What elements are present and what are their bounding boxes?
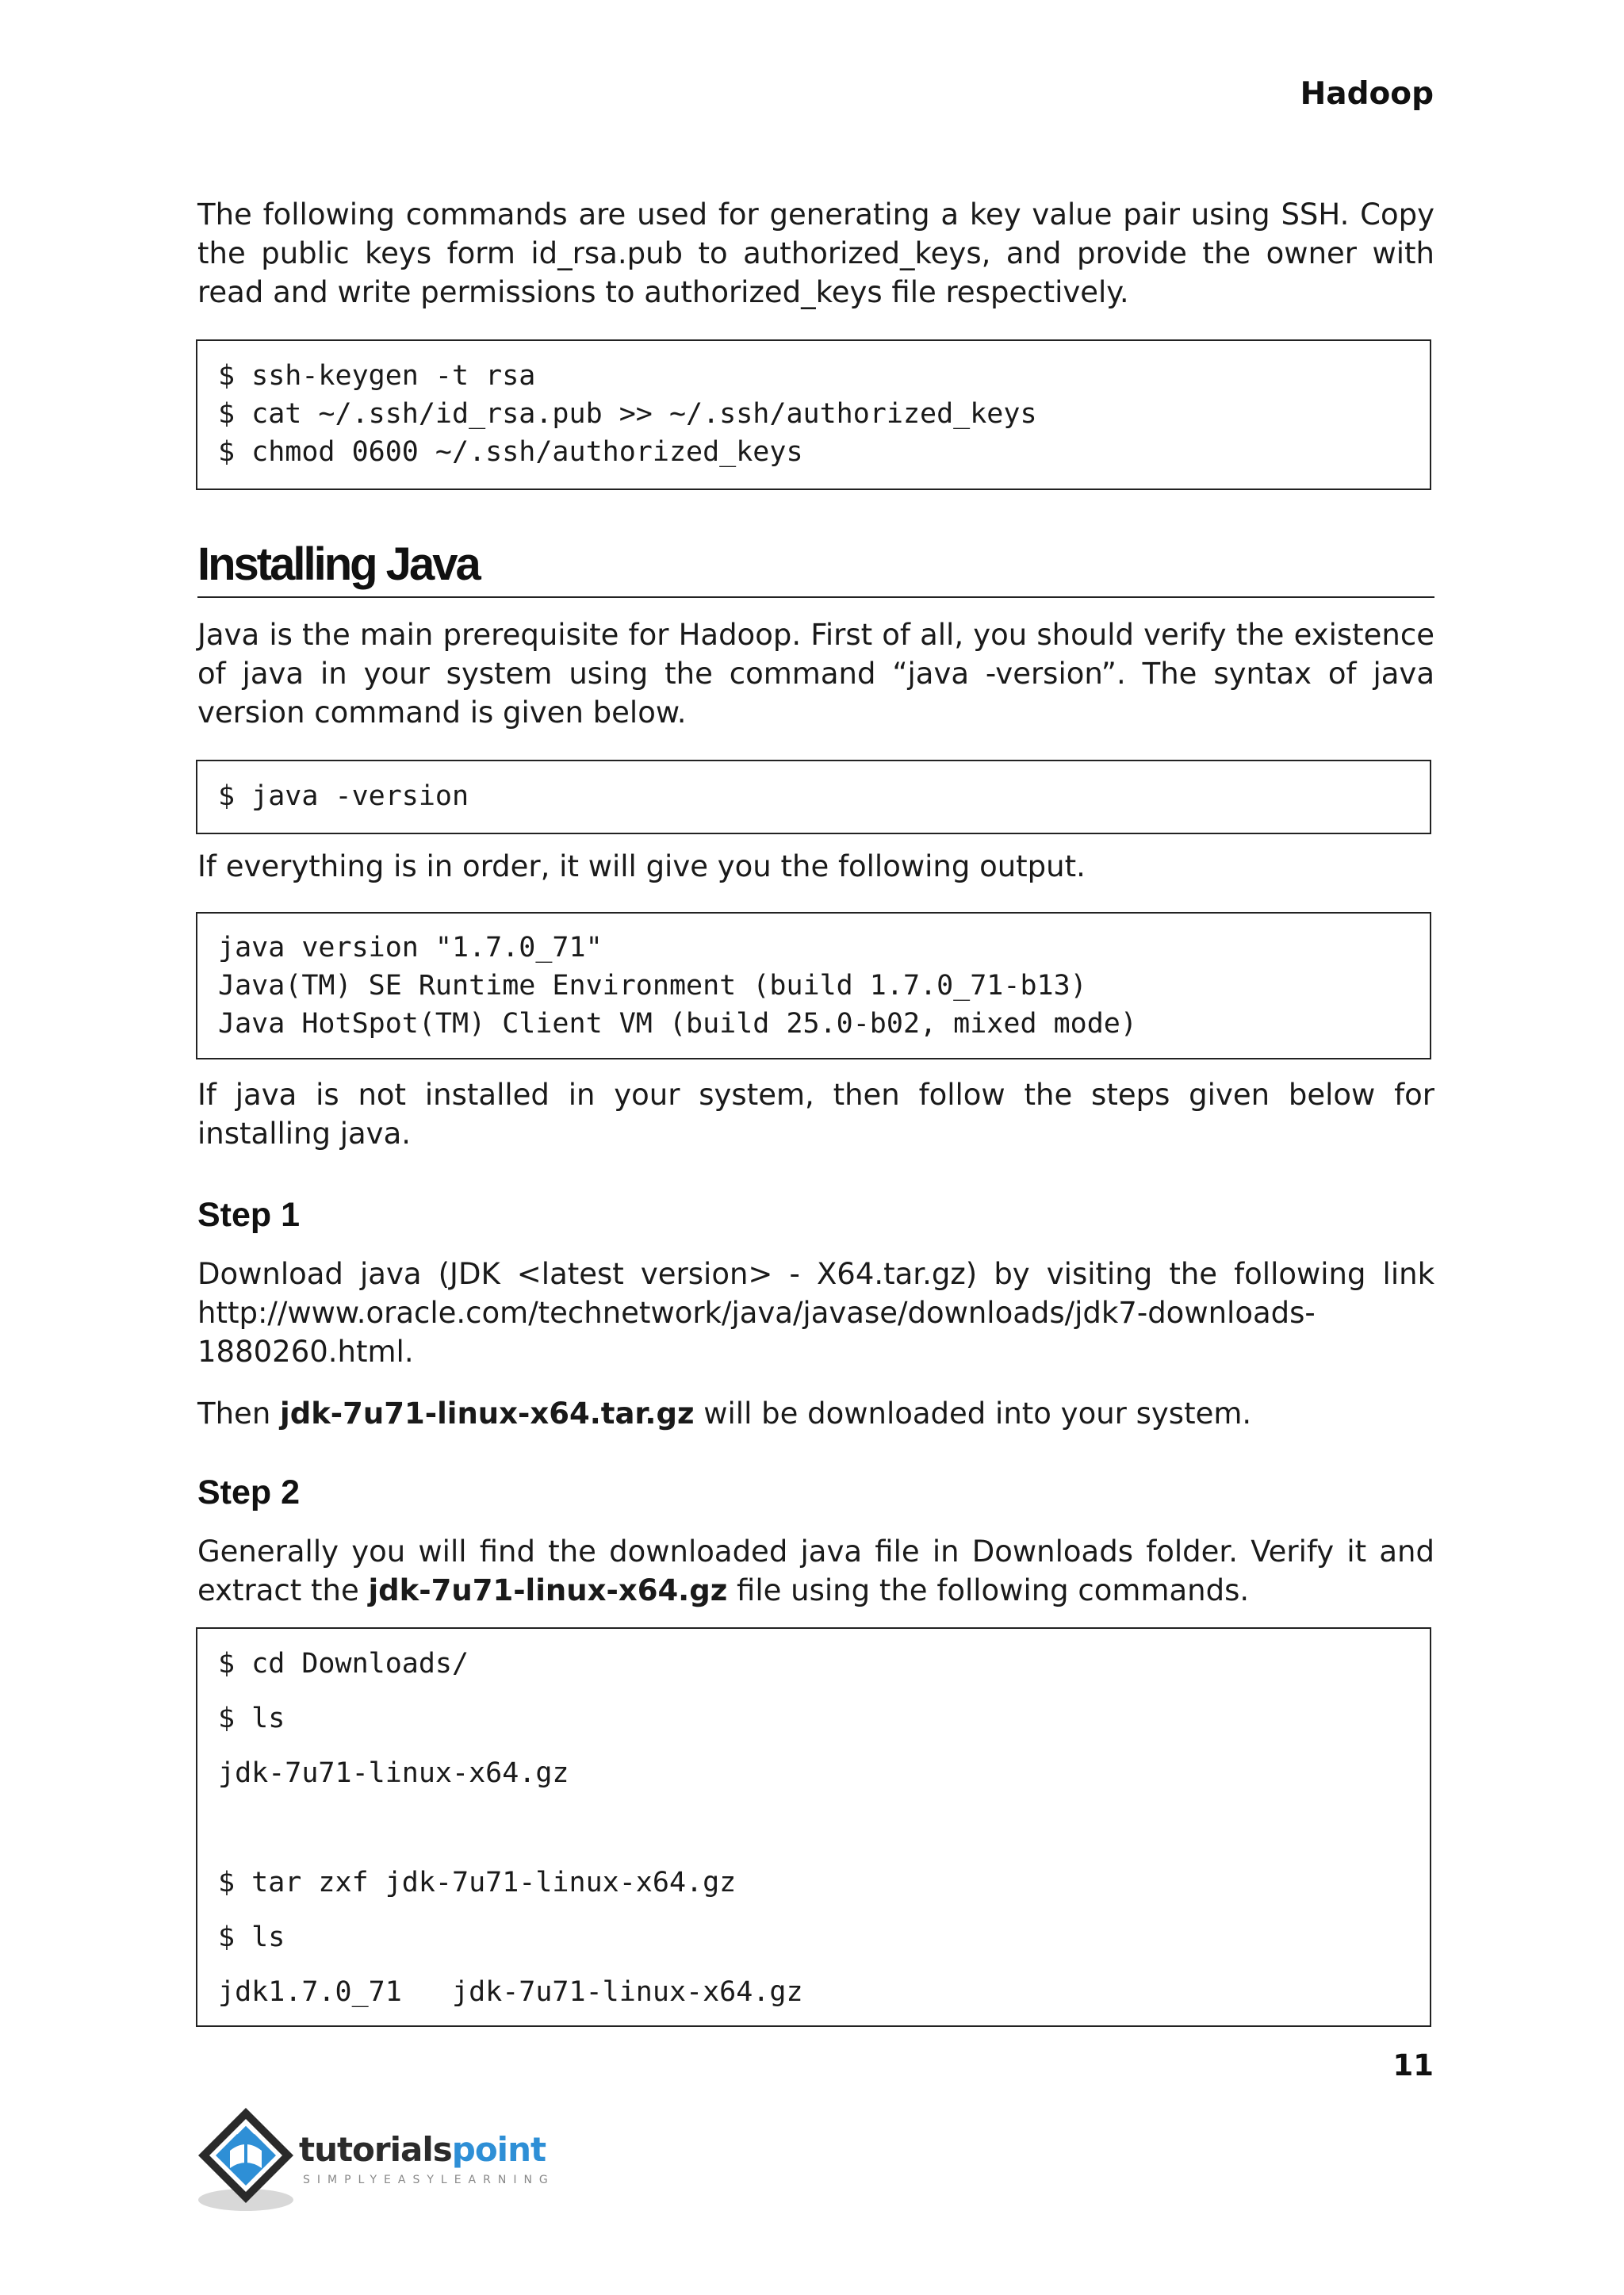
step-1-heading: Step 1 xyxy=(197,1196,301,1234)
logo-word-2: point xyxy=(451,2130,546,2169)
running-header: Hadoop xyxy=(1300,76,1434,112)
step-1-filename: jdk-7u71-linux-x64.tar.gz xyxy=(280,1397,695,1431)
code-line: $ cat ~/.ssh/id_rsa.pub >> ~/.ssh/authorized_keys xyxy=(218,398,1037,430)
heading-rule xyxy=(197,596,1434,598)
step-1-block xyxy=(197,1255,1434,1371)
output-intro-block xyxy=(197,847,1434,886)
output-intro-paragraph: If everything is in order, it will give you the following output. xyxy=(197,849,1086,883)
step-1-result-paragraph xyxy=(197,1394,1434,1433)
extract-code-block xyxy=(196,1627,1431,2027)
intro-paragraph: The following commands are used for generating a key value pair using SSH. Copy the public keys form id_rsa.pub to authorized_keys, and provide the owner with read and write permissions to authorized_keys file respectively. xyxy=(197,197,1434,309)
step-2-prefix: Generally you will find the downloaded java file in Downloads folder. Verify it and extract the xyxy=(197,1534,1434,1607)
code-line: java version "1.7.0_71" xyxy=(218,932,603,964)
java-intro-block xyxy=(197,615,1434,732)
step-1-result-prefix: Then xyxy=(197,1397,281,1431)
ssh-code-block xyxy=(196,339,1431,490)
tutorialspoint-logo xyxy=(193,2102,566,2220)
java-output-code-block xyxy=(196,912,1431,1059)
code-line xyxy=(218,1801,1430,1856)
step-1-result-suffix: will be downloaded into your system. xyxy=(694,1397,1252,1431)
code-line: jdk1.7.0_71 jdk-7u71-linux-x64.gz xyxy=(218,1976,803,2008)
section-heading: Installing Java xyxy=(197,538,479,590)
not-installed-block xyxy=(197,1075,1434,1153)
step-1-result-block xyxy=(197,1394,1434,1433)
page-number: 11 xyxy=(1392,2048,1434,2082)
step-2-heading: Step 2 xyxy=(197,1473,301,1511)
java-version-code-block xyxy=(196,760,1431,834)
intro-block xyxy=(197,195,1434,312)
logo-tagline: SIMPLYEASYLEARNING xyxy=(303,2174,555,2186)
step-2-suffix: file using the following commands. xyxy=(727,1573,1250,1607)
code-line: Java HotSpot(TM) Client VM (build 25.0-b02, mixed mode) xyxy=(218,1008,1137,1040)
code-line: $ java -version xyxy=(218,780,469,812)
logo-diamond-icon xyxy=(193,2102,304,2220)
code-line: $ ls xyxy=(218,1921,285,1953)
code-line: $ tar zxf jdk-7u71-linux-x64.gz xyxy=(218,1867,737,1898)
code-line: $ ls xyxy=(218,1703,285,1734)
java-intro-paragraph: Java is the main prerequisite for Hadoop. First of all, you should verify the existence of java in your system using the command “java -version”. The syntax of java version command is given below. xyxy=(197,618,1434,730)
code-line: jdk-7u71-linux-x64.gz xyxy=(218,1757,569,1789)
logo-word-1: tutorials xyxy=(299,2130,452,2169)
code-line: $ cd Downloads/ xyxy=(218,1648,469,1680)
step-2-paragraph xyxy=(197,1532,1434,1610)
logo-wordmark xyxy=(299,2130,546,2169)
code-line: Java(TM) SE Runtime Environment (build 1.7.0_71-b13) xyxy=(218,970,1087,1002)
not-installed-paragraph: If java is not installed in your system, then follow the steps given below for installing java. xyxy=(197,1078,1434,1151)
step-2-block xyxy=(197,1532,1434,1610)
step-1-paragraph: Download java (JDK <latest version> - X64.tar.gz) by visiting the following link http://www.oracle.com/technetwork/java/javase/downloads/jdk7-downloads-1880260.html. xyxy=(197,1257,1434,1369)
step-2-filename: jdk-7u71-linux-x64.gz xyxy=(368,1573,728,1607)
code-line: $ chmod 0600 ~/.ssh/authorized_keys xyxy=(218,436,803,468)
code-line: $ ssh-keygen -t rsa xyxy=(218,360,536,392)
